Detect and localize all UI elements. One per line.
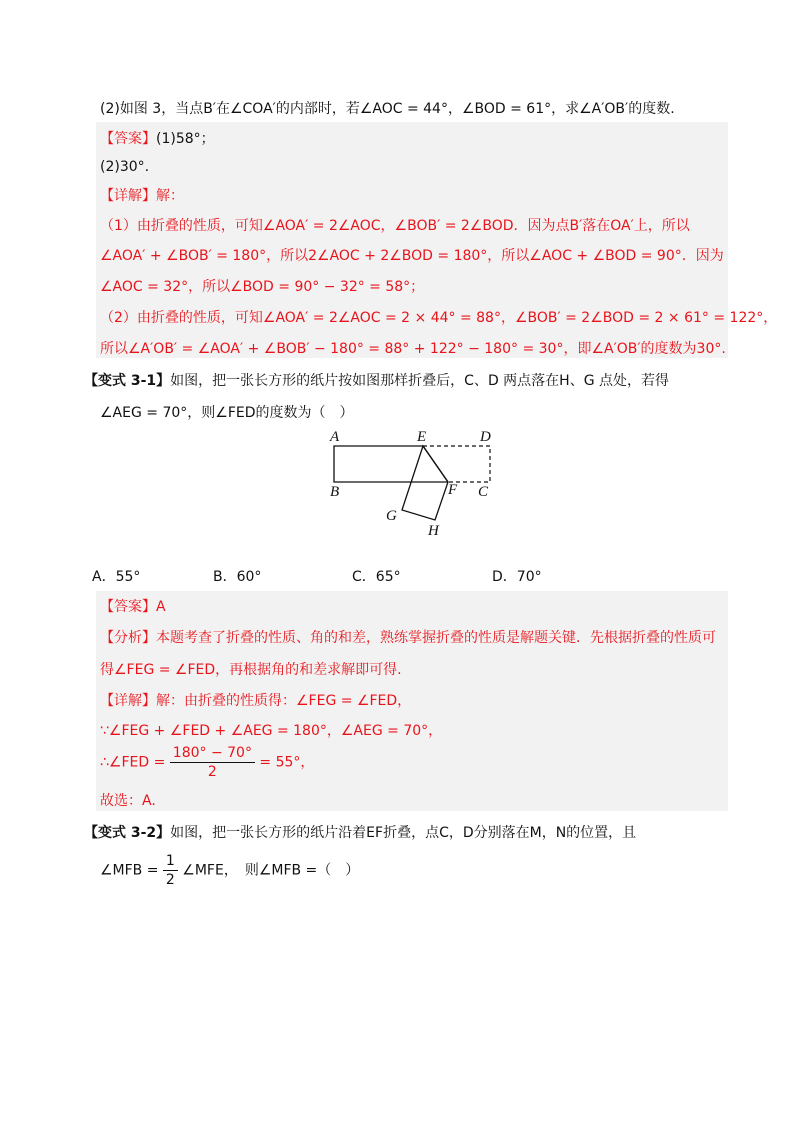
detail2-line2: ∵∠FEG + ∠FED + ∠AEG = 180°，∠AEG = 70°， (100, 723, 443, 739)
analysis2-line1 (100, 627, 716, 649)
option-b-value: 60° (236, 569, 262, 585)
option-d[interactable] (492, 566, 542, 586)
q31-tag: 【变式 3-1】 (84, 373, 171, 389)
detail2-line3-rhs: = 55°， (259, 754, 315, 771)
part2-question: (2)如图 3，当点B′在∠COA′的内部时，若∠AOC = 44°，∠BOD = 61°，求∠A′OB′的度数. (100, 101, 675, 117)
option-d-key: D． (492, 569, 517, 585)
q32-line1 (84, 822, 636, 844)
answer1-line2: (2)30°. (100, 159, 150, 175)
q31-line2: ∠AEG = 70°，则∠FED的度数为（ ） (100, 405, 354, 421)
q31-text-1: 如图，把一张长方形的纸片按如图那样折叠后，C、D 两点落在H、G 点处，若得 (170, 373, 670, 389)
label-H: H (428, 523, 439, 538)
option-d-value: 70° (516, 569, 542, 585)
detail2-line3 (100, 744, 314, 781)
option-a[interactable] (92, 566, 140, 586)
detail-tag: 【详解】 (100, 188, 156, 204)
option-c-key: C． (352, 569, 376, 585)
q32-fraction-numerator: 1 (163, 852, 178, 871)
detail2-fraction (170, 744, 255, 781)
label-E: E (417, 429, 427, 445)
detail2-line1 (100, 690, 411, 712)
option-c-value: 65° (375, 569, 401, 585)
detail2-fraction-denominator: 2 (207, 764, 217, 780)
detail2-line3-lhs: ∴∠FED = (100, 754, 166, 771)
answer-tag: 【答案】 (100, 131, 156, 147)
detail2-line4: 故选：A. (100, 793, 156, 809)
detail2-text-1: 解：由折叠的性质得：∠FEG = ∠FED， (156, 693, 412, 709)
q32-text-1: 如图，把一张长方形的纸片沿着EF折叠，点C，D分别落在M，N的位置，且 (170, 825, 637, 841)
option-b[interactable] (213, 566, 261, 586)
label-C: C (478, 484, 489, 500)
detail1-intro: 解： (156, 188, 184, 204)
q32-line2 (100, 852, 359, 889)
label-B: B (330, 484, 340, 500)
detail1-line2: ∠AOA′ + ∠BOB′ = 180°，所以2∠AOC + 2∠BOD = 180°，所以∠AOC + ∠BOD = 90°．因为 (100, 248, 724, 264)
rect-left-part (334, 446, 423, 482)
detail1-line1: （1）由折叠的性质，可知∠AOA′ = 2∠AOC，∠BOB′ = 2∠BOD．因为点B′落在OA′上，所以 (100, 218, 690, 234)
original-position-dashed (423, 446, 490, 482)
q32-line2-lhs: ∠MFB = (100, 862, 159, 879)
detail1-line5: 所以∠A′OB′ = ∠AOA′ + ∠BOB′ − 180° = 88° + 122° − 180° = 30°，即∠A′OB′的度数为30°. (100, 341, 726, 357)
option-b-key: B． (213, 569, 237, 585)
q32-line2-rhs: ∠MFE， 则∠MFB =（ ） (182, 862, 360, 879)
label-A: A (330, 429, 340, 445)
q31-line1 (84, 370, 669, 392)
q32-fraction-denominator: 2 (165, 872, 175, 888)
detail2-tag: 【详解】 (100, 693, 156, 709)
analysis2-text-1: 本题考查了折叠的性质、角的和差，熟练掌握折叠的性质是解题关键．先根据折叠的性质可 (156, 630, 716, 646)
analysis2-tag: 【分析】 (100, 630, 156, 646)
label-G: G (386, 508, 397, 524)
answer1-line1 (100, 128, 215, 150)
option-a-value: 55° (115, 569, 141, 585)
folding-figure (320, 428, 520, 538)
detail1-heading (100, 185, 184, 207)
answer2-value: A (156, 599, 166, 615)
answer1-value-1: (1)58°； (156, 131, 215, 147)
answer2-line (100, 596, 166, 618)
label-D: D (480, 429, 491, 445)
detail1-line3: ∠AOC = 32°，所以∠BOD = 90° − 32° = 58°； (100, 279, 425, 295)
analysis2-line2: 得∠FEG = ∠FED，再根据角的和差求解即可得. (100, 662, 402, 678)
option-c[interactable] (352, 566, 401, 586)
detail1-line4: （2）由折叠的性质，可知∠AOA′ = 2∠AOC = 2 × 44° = 88°，∠BOB′ = 2∠BOD = 2 × 61° = 122°， (100, 310, 778, 326)
q32-fraction (163, 852, 178, 889)
label-F: F (448, 482, 458, 498)
answer2-tag: 【答案】 (100, 599, 156, 615)
folded-flap (402, 446, 448, 520)
detail2-fraction-numerator: 180° − 70° (170, 744, 255, 763)
option-a-key: A． (92, 569, 116, 585)
q32-tag: 【变式 3-2】 (84, 825, 171, 841)
